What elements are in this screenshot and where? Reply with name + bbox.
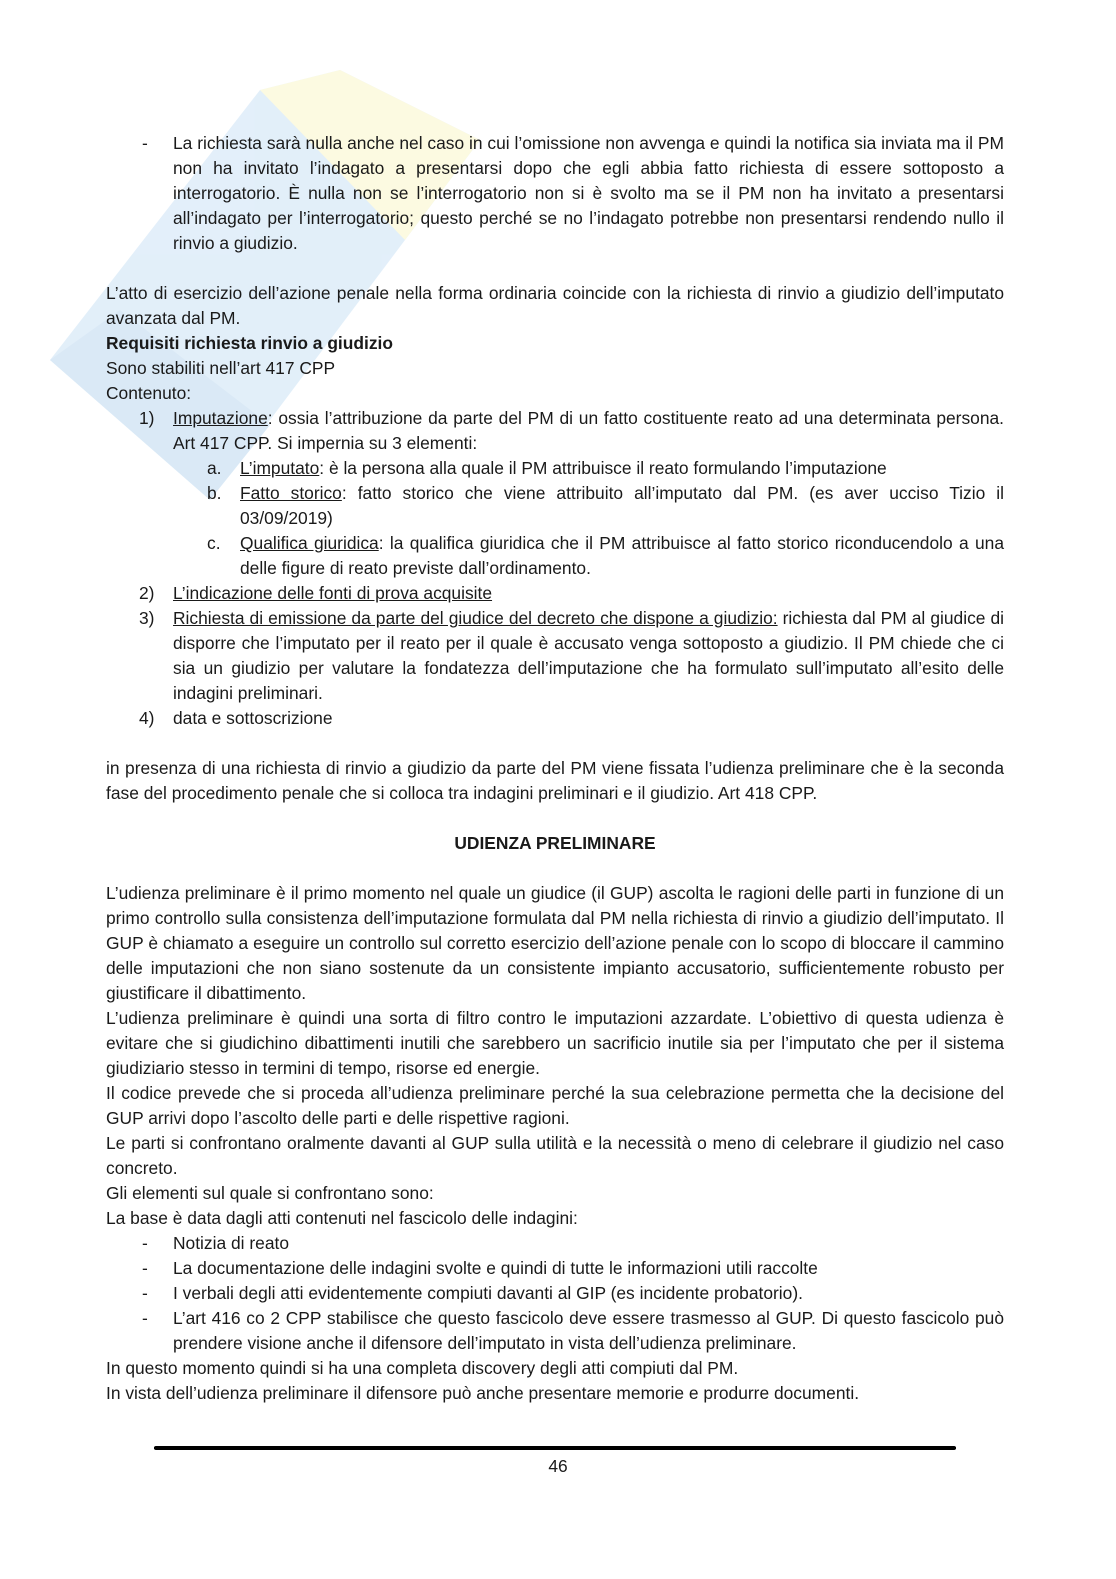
item-text: : è la persona alla quale il PM attribuisce il reato formulando l’imputazione (319, 458, 887, 478)
item-text: richiesta dal PM al giudice di disporre che l’imputato per il reato per il quale è accusato venga sottoposto a giudizio. Il PM chiede che ci sia un giudizio per valutare la fondatezza dell’imputazione che ha formulato sull’imputato all’esito delle indagini preliminari. (173, 608, 1004, 703)
numbered-item (106, 706, 1004, 731)
list-item (106, 131, 1004, 256)
paragraph: In questo momento quindi si ha una completa discovery degli atti compiuti dal PM. (106, 1358, 739, 1378)
list-marker: - (142, 1233, 148, 1253)
item-text: : ossia l’attribuzione da parte del PM di un fatto costituente reato ad una determinata persona. Art 417 CPP. Si impernia su 3 elementi: (173, 408, 1004, 453)
section-heading: UDIENZA PRELIMINARE (454, 833, 656, 853)
list-marker: 4) (139, 708, 155, 728)
list-marker: 3) (139, 608, 155, 628)
document-page (106, 131, 1004, 1406)
list-marker: 1) (139, 408, 155, 428)
numbered-item (106, 406, 1004, 456)
lettered-item (106, 531, 1004, 581)
list-marker: a. (207, 458, 222, 478)
item-term: L’imputato (240, 458, 320, 478)
list-marker: c. (207, 533, 221, 553)
numbered-item (106, 606, 1004, 706)
item-term: Fatto storico (240, 483, 342, 503)
list-marker: - (142, 133, 148, 153)
item-term: L’indicazione delle fonti di prova acquisite (173, 583, 493, 603)
page-number: 46 (548, 1456, 568, 1476)
paragraph-atto: L’atto di esercizio dell’azione penale nella forma ordinaria coincide con la richiesta di rinvio a giudizio dell’imputato avanzata dal PM. (106, 283, 1004, 328)
item-term: Imputazione (173, 408, 268, 428)
item-text: : fatto storico che viene attribuito all’imputato dal PM. (es aver ucciso Tizio il 03/09/2019) (240, 483, 1004, 528)
list-item-text: Notizia di reato (173, 1233, 289, 1253)
list-item (106, 1281, 1004, 1306)
list-item (106, 1231, 1004, 1256)
footer-divider (154, 1446, 956, 1450)
list-item-text: La richiesta sarà nulla anche nel caso in cui l’omissione non avvenga e quindi la notifica sia inviata ma il PM non ha invitato l’indagato a presentarsi dopo che egli abbia fatto richiesta di essere sottoposto a interrogatorio. È nulla non se l’interrogatorio non si è svolto ma se il PM non ha invitato a presentarsi all’indagato per l’interrogatorio; questo perché se no l’indagato potrebbe non presentarsi rendendo nullo il rinvio a giudizio. (173, 133, 1004, 253)
numbered-item (106, 581, 1004, 606)
paragraph: La base è data dagli atti contenuti nel fascicolo delle indagini: (106, 1208, 578, 1228)
paragraph: In vista dell’udienza preliminare il difensore può anche presentare memorie e produrre documenti. (106, 1383, 860, 1403)
list-item (106, 1306, 1004, 1356)
paragraph: Gli elementi sul quale si confrontano sono: (106, 1183, 434, 1203)
list-item (106, 1256, 1004, 1281)
item-term: Qualifica giuridica (240, 533, 379, 553)
paragraph-presenza: in presenza di una richiesta di rinvio a giudizio da parte del PM viene fissata l’udienza preliminare che è la seconda fase del procedimento penale che si colloca tra indagini preliminari e il giudizio. Art 418 CPP. (106, 758, 1004, 803)
list-marker: - (142, 1258, 148, 1278)
list-marker: - (142, 1283, 148, 1303)
list-item-text: L’art 416 co 2 CPP stabilisce che questo fascicolo deve essere trasmesso al GUP. Di questo fascicolo può prendere visione anche il difensore dell’imputato in vista dell’udienza preliminare. (173, 1308, 1004, 1353)
list-marker: 2) (139, 583, 155, 603)
list-item-text: I verbali degli atti evidentemente compiuti davanti al GIP (es incidente probatorio). (173, 1283, 803, 1303)
paragraph: L’udienza preliminare è il primo momento nel quale un giudice (il GUP) ascolta le ragioni delle parti in funzione di un primo controllo sulla consistenza dell’imputazione formulata dal PM nella richiesta di rinvio a giudizio dell’imputato. Il GUP è chiamato a eseguire un controllo sul corretto esercizio dell’azione penale con lo scopo di bloccare il cammino delle imputazioni che non siano sostenute da un consistente impianto accusatorio, sufficientemente robusto per giustificare il dibattimento. (106, 883, 1004, 1003)
paragraph-contenuto: Contenuto: (106, 383, 192, 403)
paragraph: Le parti si confrontano oralmente davanti al GUP sulla utilità e la necessità o meno di celebrare il giudizio nel caso concreto. (106, 1133, 1004, 1178)
paragraph: L’udienza preliminare è quindi una sorta di filtro contro le imputazioni azzardate. L’obiettivo di questa udienza è evitare che si giudichino dibattimenti inutili che sarebbero un sacrificio inutile sia per l’imputato che per il sistema giudiziario stesso in termini di tempo, risorse ed energie. (106, 1008, 1004, 1078)
subheading-requisiti: Requisiti richiesta rinvio a giudizio (106, 333, 393, 353)
paragraph-stabiliti: Sono stabiliti nell’art 417 CPP (106, 358, 336, 378)
paragraph: Il codice prevede che si proceda all’udienza preliminare perché la sua celebrazione permetta che la decisione del GUP arrivi dopo l’ascolto delle parti e delle rispettive ragioni. (106, 1083, 1004, 1128)
lettered-item (106, 481, 1004, 531)
item-text: : la qualifica giuridica che il PM attribuisce al fatto storico riconducendolo a una delle figure di reato previste dall’ordinamento. (240, 533, 1004, 578)
item-term: Richiesta di emissione da parte del giudice del decreto che dispone a giudizio: (173, 608, 778, 628)
list-marker: - (142, 1308, 148, 1328)
lettered-item (106, 456, 1004, 481)
list-item-text: La documentazione delle indagini svolte e quindi di tutte le informazioni utili raccolte (173, 1258, 818, 1278)
item-text: data e sottoscrizione (173, 708, 333, 728)
list-marker: b. (207, 483, 222, 503)
